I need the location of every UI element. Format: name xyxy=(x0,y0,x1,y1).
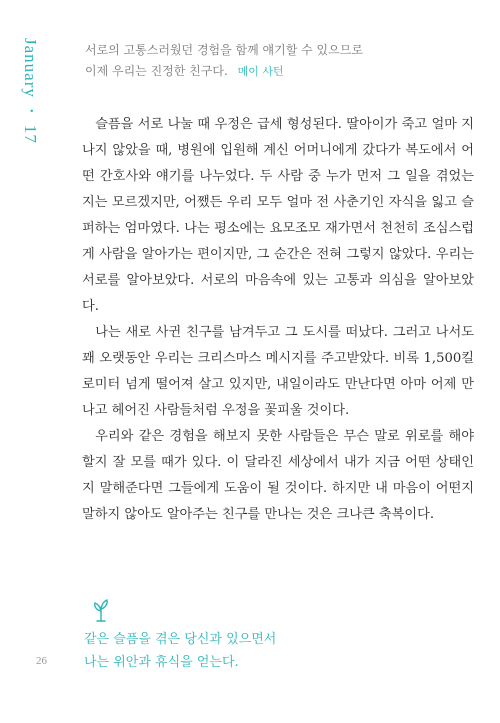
quote-line-2 xyxy=(85,61,475,82)
side-date-label xyxy=(16,38,40,158)
quote-line-1: 서로의 고통스러웠던 경험을 함께 얘기할 수 있으므로 xyxy=(85,43,363,57)
body-text xyxy=(82,112,474,528)
date-day: 17 xyxy=(21,124,40,144)
page-number: 26 xyxy=(36,655,47,667)
closing-reflection xyxy=(84,628,464,674)
closing-line-1: 같은 슬픔을 겪은 당신과 있으면서 xyxy=(84,632,277,647)
sprout-icon xyxy=(90,598,112,622)
date-separator: • xyxy=(25,109,36,114)
epigraph-quote xyxy=(85,40,475,82)
quote-author: 메이 사턴 xyxy=(237,65,284,78)
closing-line-2: 나는 위안과 휴식을 얻는다. xyxy=(84,655,239,670)
date-month: January xyxy=(21,38,40,98)
quote-line-2-text: 이제 우리는 진정한 친구다. xyxy=(85,64,228,78)
body-paragraph-3: 우리와 같은 경험을 해보지 못한 사람들은 무슨 말로 위로를 해야 할지 잘 모를 때가 있다. 이 달라진 세상에서 내가 지금 어떤 상태인지 말해준다면 그들에게 도움이 될 것이다. 하지만 내 마음이 어떤지 말하지 않아도 알아주는 친구를 만나는 것은 크나큰 축복이다. xyxy=(82,429,474,522)
body-paragraph-1: 슬픔을 서로 나눌 때 우정은 급세 형성된다. 딸아이가 죽고 얼마 지나지 않았을 때, 병원에 입원해 계신 어머니에게 갔다가 복도에서 어떤 간호사와 얘기를 나누었다. 두 사람 중 누가 먼저 그 일을 겪었는지는 모르겠지만, 어쨌든 우리 모두 얼마 전 사춘기인 자식을 잃고 슬퍼하는 엄마였다. 나는 평소에는 요모조모 재가면서 천천히 조심스럽게 사람을 알아가는 편이지만, 그 순간은 전혀 그렇지 않았다. 우리는 서로를 알아보았다. 서로의 마음속에 있는 고통과 의심을 알아보았다. xyxy=(82,117,474,314)
body-paragraph-2: 나는 새로 사귄 친구를 남겨두고 그 도시를 떠났다. 그러고 나서도 꽤 오랫동안 우리는 크리스마스 메시지를 주고받았다. 비록 1,500킬로미터 넘게 떨어져 살고 있지만, 내일이라도 만난다면 아마 어제 만나고 헤어진 사람들처럼 우정을 꽃피울 것이다. xyxy=(82,325,474,418)
